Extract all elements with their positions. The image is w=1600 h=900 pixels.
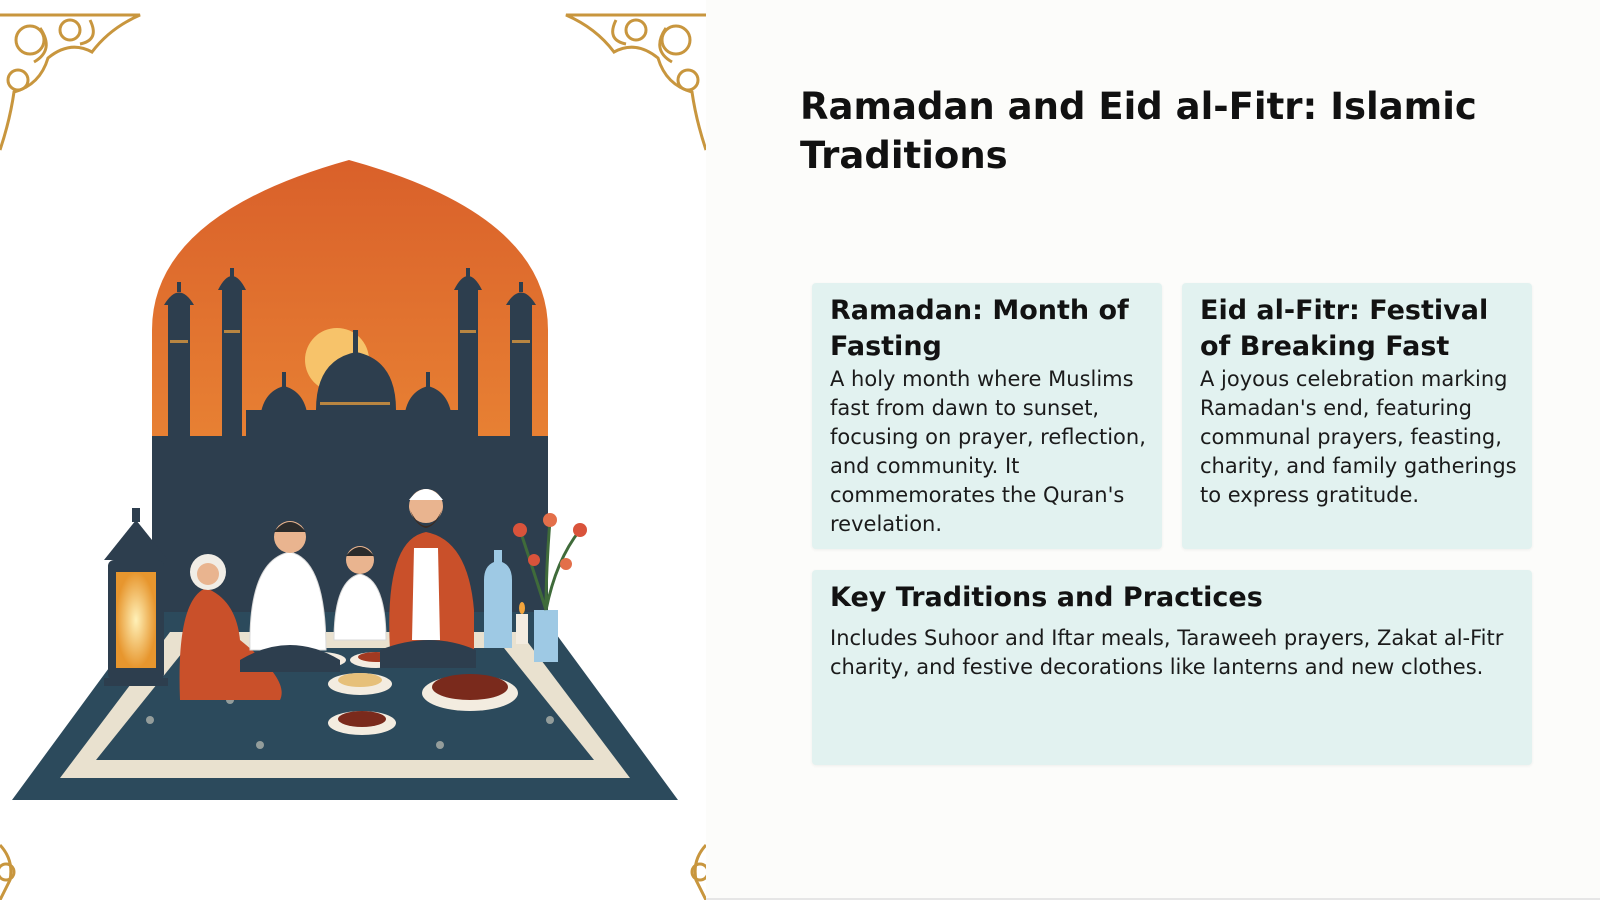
eid-card [1182,283,1532,549]
eid-card-heading: Eid al-Fitr: Festival of Breaking Fast [1200,295,1489,362]
content-panel [706,0,1600,900]
ramadan-card-body: A holy month where Muslims fast from dawn to sunset, focusing on prayer, reflection, and community. It commemorates the Quran's revelation. [830,367,1146,536]
ramadan-iftar-illustration-icon [0,0,706,900]
ramadan-card [812,283,1162,549]
traditions-card-heading: Key Traditions and Practices [830,582,1263,613]
eid-card-body: A joyous celebration marking Ramadan's end, featuring communal prayers, feasting, charity, and family gatherings to express gratitude. [1200,367,1517,507]
corner-ornament-top-right-icon [566,15,706,150]
illustration-panel [0,0,706,900]
corner-ornament-bottom-left-icon [0,845,14,900]
ramadan-card-heading: Ramadan: Month of Fasting [830,295,1129,362]
page-title: Ramadan and Eid al-Fitr: Islamic Traditions [800,85,1477,177]
traditions-card [812,570,1532,765]
corner-ornament-top-left-icon [0,15,140,150]
corner-ornament-bottom-right-icon [692,845,706,900]
traditions-card-body: Includes Suhoor and Iftar meals, Taraweeh prayers, Zakat al-Fitr charity, and festive decorations like lanterns and new clothes. [830,626,1504,679]
